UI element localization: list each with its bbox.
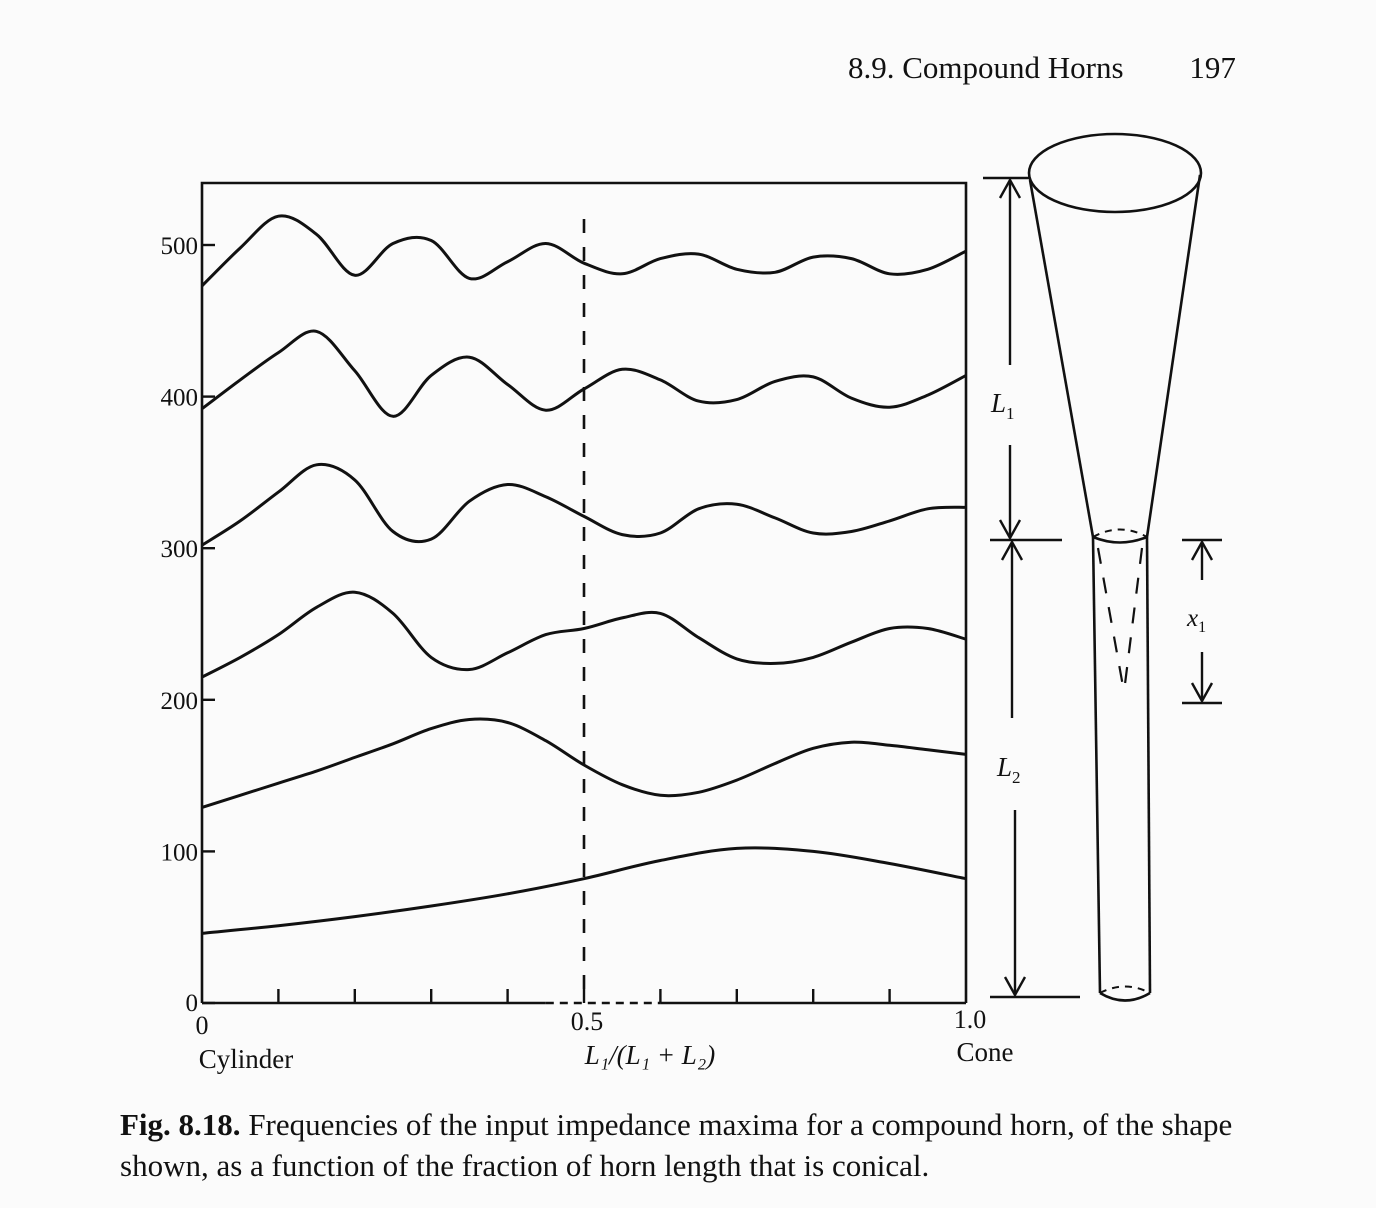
series-line-3 [202,592,966,677]
caption-text: Frequencies of the input impedance maxima for a compound horn, of the shape shown, as a function of the fraction of horn length that is conical. [120,1107,1233,1183]
x-end-label-cone: Cone [956,1037,1014,1067]
cylinder-base [1100,993,1150,1001]
cone-wall-right [1147,175,1200,537]
x1-label-sub: 1 [1198,619,1207,636]
length-dimension [983,178,1080,997]
cone-cylinder-junction [1093,537,1147,543]
junction-hidden-edge [1093,530,1147,538]
x-tick-label-1.0: 1.0 [953,1005,987,1034]
running-head-section: 8.9. Compound Horns [848,50,1124,85]
l1-label-main: L [991,388,1007,418]
cylinder-wall-left [1093,537,1100,993]
l2-label-main: L [997,752,1013,782]
y-tick-label-400: 400 [160,384,198,412]
y-tick-label-300: 300 [160,536,198,564]
l1-label [990,388,1015,423]
x-axis-label: L₁/(L₁ + L₂) [584,1040,716,1070]
y-tick-label-200: 200 [160,687,198,715]
horn-mouth [1029,134,1201,212]
l1-label-sub: 1 [1006,404,1015,423]
l2-label-sub: 2 [1012,768,1021,787]
series-group [202,216,966,933]
x-end-label-cylinder: Cylinder [198,1044,294,1074]
cylinder-base-hidden [1100,987,1150,994]
y-tick-label-100: 100 [160,839,198,867]
x1-label [1186,605,1206,636]
x1-label-main: x [1187,605,1199,632]
x-tick-label-0.5: 0.5 [570,1007,604,1036]
y-tick-label-500: 500 [160,233,198,260]
hidden-cone-left [1098,548,1124,692]
page-number: 197 [1189,50,1236,85]
cone-wall-left [1030,180,1093,537]
x-tick-label-0: 0 [195,1011,209,1040]
cylinder-wall-right [1147,537,1150,993]
l2-label [996,752,1021,787]
horn-diagram [1029,134,1201,1001]
x-axis [202,219,966,1003]
caption-label: Fig. 8.18. [120,1107,241,1142]
y-axis [161,233,216,1017]
figure-caption [120,1104,1280,1186]
hidden-cone-right [1124,548,1142,692]
y-tick-label-0: 0 [185,990,198,1017]
